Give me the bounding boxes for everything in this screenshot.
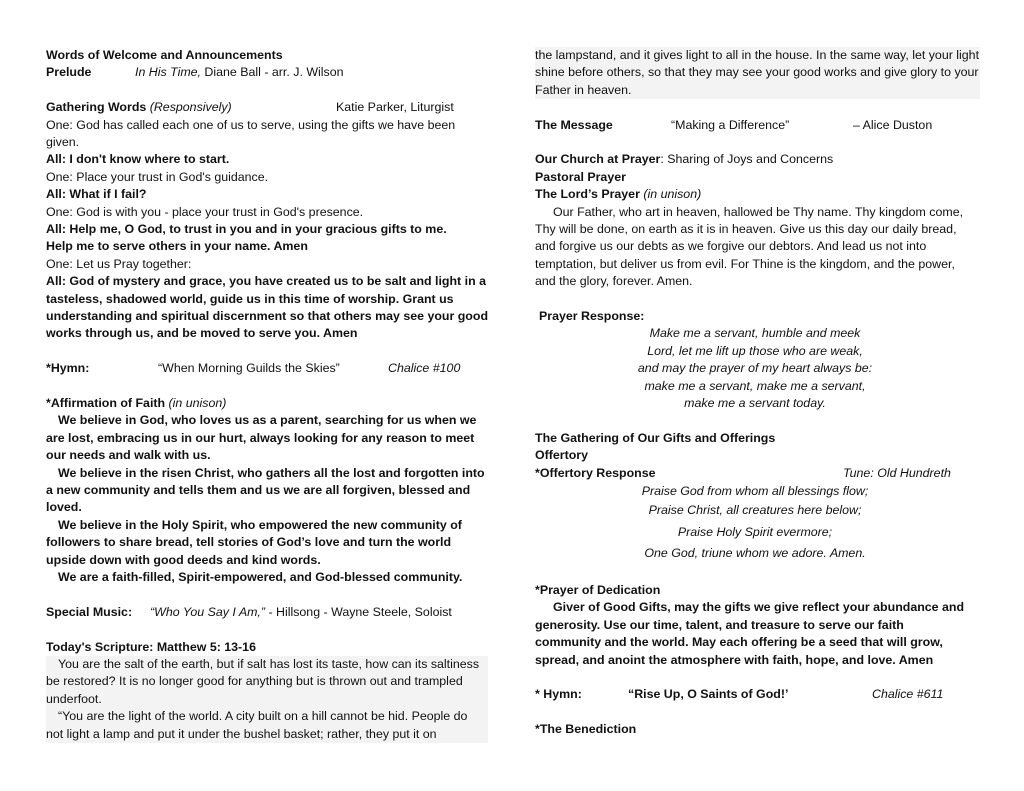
gathering-label: Gathering Words [46, 100, 147, 115]
litany-line: One: Place your trust in God's guidance. [46, 169, 269, 184]
affirmation-paragraph: We believe in God, who loves us as a parent, searching for us when we are lost, embracing us in our hurt, always looking for any reason to meet our needs and walk with us. [46, 413, 477, 463]
prelude-credit: Diane Ball - arr. J. Wilson [200, 65, 344, 80]
offertory: Offertory [535, 448, 589, 463]
hymn1-title: “When Morning Guilds the Skies” [158, 361, 340, 376]
gathering-row [46, 99, 496, 116]
hymn2-title: “Rise Up, O Saints of God!’ [628, 687, 789, 702]
affirmation-paragraph: We believe in the Holy Spirit, who empowered the new community of followers to share bread, tell stories of God’s love and turn the world upside down with good deeds and kind words. [46, 517, 462, 567]
scripture-heading: Today's Scripture: Matthew 5: 13-16 [46, 639, 256, 654]
gathering-note: (Responsively) [149, 100, 232, 115]
doxology-line: Praise Christ, all creatures here below; [648, 503, 862, 518]
church-prayer-line [535, 151, 980, 168]
lords-prayer-note: (in unison) [643, 187, 702, 202]
special-music-label: Special Music: [46, 604, 133, 619]
litany-line: All: I don't know where to start. [46, 152, 230, 167]
affirmation-note: (in unison) [168, 396, 227, 411]
scripture-paragraph: “You are the light of the world. A city built on a hill cannot be hid. People do not light a lamp and put it under the bushel basket; rather, they put it on [46, 709, 468, 741]
doxology-line: Praise Holy Spirit evermore; [677, 524, 833, 539]
scripture-continued: the lampstand, and it gives light to all in the house. In the same way, let your light shine before others, so that they may see your good works and give glory to your Father in heaven. [535, 47, 980, 99]
prelude-label: Prelude [46, 65, 92, 80]
hymn2-label: * Hymn: [535, 687, 582, 702]
litany-line: All: God of mystery and grace, you have created us to be salt and light in a tasteless, shadowed world, guide us in this time of worship. Grant us understanding and spiritual discernment so that others may see your good works through us, and be moved to serve you. Amen [46, 274, 489, 341]
hymn1-ref: Chalice #100 [388, 361, 461, 376]
prayer-response-line: Make me a servant, humble and meek [649, 326, 861, 341]
gathering-leader: Katie Parker, Liturgist [336, 100, 454, 115]
offertory-response-row [535, 465, 980, 482]
prayer-response-line: Lord, let me lift up those who are weak, [647, 343, 863, 358]
gathering-gifts: The Gathering of Our Gifts and Offerings [535, 430, 776, 445]
special-music-title: “Who You Say I Am,” [150, 604, 265, 619]
dedication-label: *Prayer of Dedication [535, 582, 661, 597]
litany-line: All: Help me, O God, to trust in you and in your gracious gifts to me. Help me to serve others in your name. Amen [46, 222, 447, 254]
pastoral-prayer: Pastoral Prayer [535, 169, 626, 184]
scripture-paragraph: You are the salt of the earth, but if salt has lost its taste, how can its saltiness be restored? It is no longer good for anything but is thrown out and trampled underfoot. [46, 657, 480, 706]
church-prayer-text: : Sharing of Joys and Concerns [660, 152, 834, 167]
special-music-row [46, 604, 496, 621]
scripture-text [46, 656, 488, 743]
doxology-line: One God, triune whom we adore. Amen. [644, 546, 866, 561]
message-label: The Message [535, 117, 613, 132]
benediction: *The Benediction [535, 722, 637, 737]
prayer-response-line: and may the prayer of my heart always be: [637, 361, 873, 376]
lords-prayer-text: Our Father, who art in heaven, hallowed be Thy name. Thy kingdom come, Thy will be done, on earth as it is in heaven. Give us this day our daily bread, and forgive us our debts as we forgive our debtors. And lead us not into temptation, but deliver us from evil. For Thine is the kingdom, and the power, and the glory, forever. Amen. [535, 204, 964, 289]
doxology-line: Praise God from whom all blessings flow; [641, 484, 869, 499]
doxology [535, 482, 975, 565]
litany [46, 117, 489, 343]
special-music-credit: - Hillsong - Wayne Steele, Soloist [265, 604, 452, 619]
message-row [535, 117, 980, 134]
special-music-piece [150, 604, 452, 621]
affirmation-paragraph: We are a faith-filled, Spirit-empowered, and God-blessed community. [58, 570, 463, 585]
right-column [535, 47, 980, 739]
welcome-heading: Words of Welcome and Announcements [46, 48, 283, 62]
litany-line: One: God is with you - place your trust in God's presence. [46, 204, 364, 219]
lords-prayer-heading [535, 186, 980, 203]
offertory-tune: Tune: Old Hundreth [843, 465, 951, 480]
hymn1-row [46, 360, 496, 377]
lords-prayer-label: The Lord’s Prayer [535, 187, 640, 202]
hymn2-ref: Chalice #611 [872, 687, 944, 702]
prayer-response-label: Prayer Response: [539, 309, 645, 324]
message-speaker: – Alice Duston [853, 117, 933, 132]
litany-line: One: Let us Pray together: [46, 256, 192, 271]
hymn1-label: *Hymn: [46, 361, 90, 376]
prayer-response-line: make me a servant today. [684, 396, 826, 411]
prayer-response [535, 325, 975, 412]
church-prayer-label: Our Church at Prayer [535, 152, 661, 167]
prayer-response-line: make me a servant, make me a servant, [644, 378, 866, 393]
left-column [46, 47, 496, 743]
dedication-text: Giver of Good Gifts, may the gifts we give reflect your abundance and generosity. Use our time, talent, and treasure to serve our faith community and the world. May each offering be a seed that will grow, spread, and anoint the atmosphere with faith, hope, and love. Amen [535, 600, 965, 667]
affirmation-paragraph: We believe in the risen Christ, who gathers all the lost and forgotten into a new community and tells them and us we are all forgiven, blessed and loved. [46, 465, 485, 515]
offertory-response-label: *Offertory Response [535, 465, 656, 480]
affirmation-label: *Affirmation of Faith [46, 396, 166, 411]
prelude-piece [135, 64, 344, 81]
affirmation-text [46, 412, 486, 586]
gathering-heading [46, 99, 232, 116]
hymn2-row [535, 686, 980, 703]
litany-line: All: What if I fail? [46, 187, 147, 202]
prelude-title: In His Time, [135, 65, 201, 80]
message-title: “Making a Difference” [671, 117, 790, 132]
prelude-row [46, 64, 496, 81]
litany-line: One: God has called each one of us to serve, using the gifts we have been given. [46, 117, 456, 149]
affirmation-heading [46, 395, 496, 412]
